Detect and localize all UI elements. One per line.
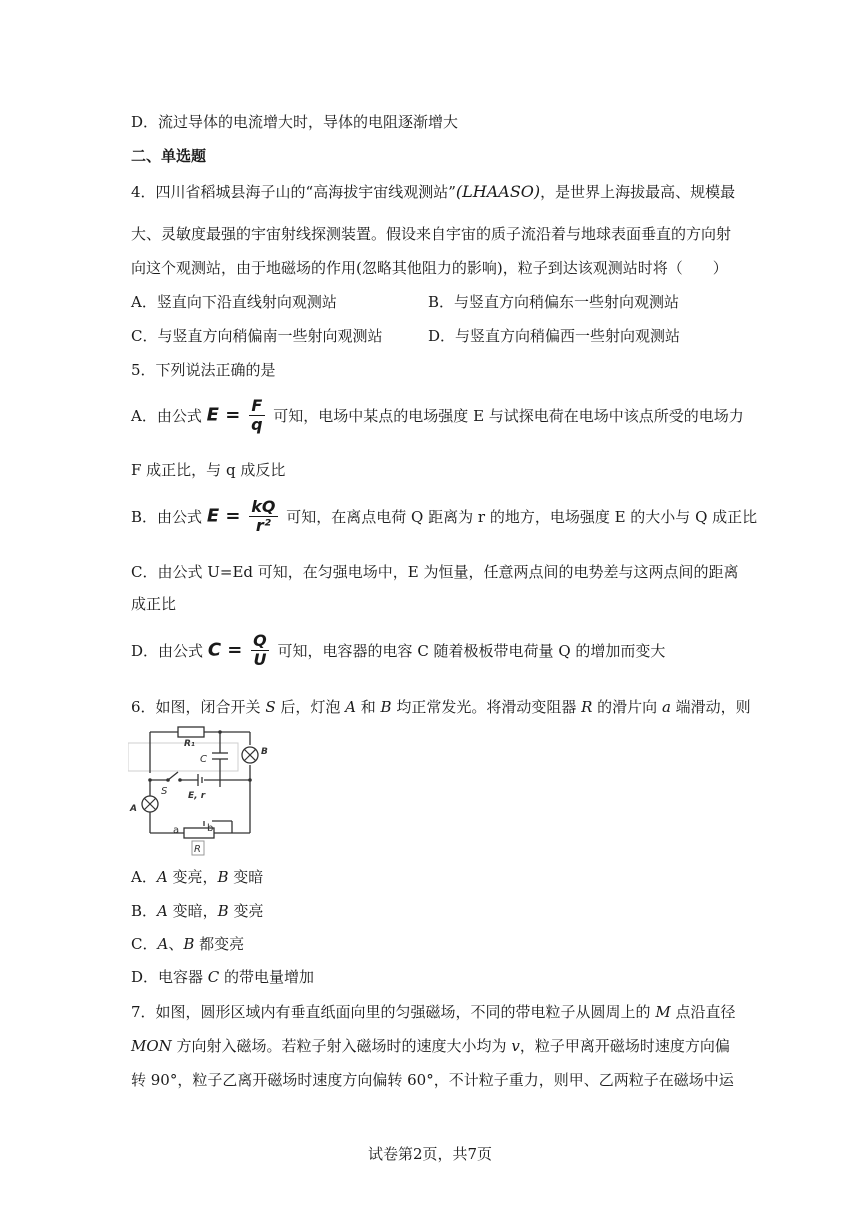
q6-stem-text-5: 的滑片向 xyxy=(592,698,662,716)
q6-stem-text-2: 后，灯泡 xyxy=(275,698,346,716)
q7-l2-v: v xyxy=(511,1037,520,1055)
circuit-label-r: R xyxy=(194,844,201,855)
q4-option-c: C．与竖直方向稍偏南一些射向观测站 xyxy=(131,327,383,345)
q6-stem-lamp-b: B xyxy=(380,698,392,716)
circuit-label-s: S xyxy=(161,786,168,797)
q4-line1-pre: 4．四川省稻城县海子山的“高海拔宇宙线观测站” xyxy=(131,183,456,201)
q5-option-b xyxy=(131,498,757,535)
q6-option-a xyxy=(131,867,263,887)
q5-a-den: q xyxy=(251,415,263,434)
q7-line1 xyxy=(131,1002,735,1022)
q5-b-num: kQ xyxy=(251,497,276,516)
q5-stem: 5．下列说法正确的是 xyxy=(131,361,276,379)
q5-b-post: 可知，在离点电荷 Q 距离为 r 的地方，电场强度 E 的大小与 Q 成正比 xyxy=(286,507,758,526)
q4-option-a: A．竖直向下沿直线射向观测站 xyxy=(131,293,337,311)
circuit-diagram xyxy=(128,725,268,860)
circuit-label-er: E, r xyxy=(188,791,206,801)
q6-option-c xyxy=(131,934,244,954)
q5-d-post: 可知，电容器的电容 C 随着极板带电荷量 Q 的增加而变大 xyxy=(277,641,666,660)
q7-l1-pre: 7．如图，圆形区域内有垂直纸面向里的匀强磁场，不同的带电粒子从圆周上的 xyxy=(131,1003,656,1021)
q5-a-num: F xyxy=(249,397,264,416)
q6-b-lamp-b: B xyxy=(217,902,229,920)
q4-line3: 向这个观测站，由于地磁场的作用(忽略其他阻力的影响)，粒子到达该观测站时将（ ） xyxy=(131,259,728,277)
q5-b-pre: B．由公式 xyxy=(131,507,203,526)
q6-b-prefix: B． xyxy=(131,902,158,920)
q4-line2: 大、灵敏度最强的宇宙射线探测装置。假设来自宇宙的质子流沿着与地球表面垂直的方向射 xyxy=(131,225,732,243)
q4-line1-post: ，是世界上海拔最高、规模最 xyxy=(540,183,736,201)
q6-option-b xyxy=(131,901,263,921)
q6-stem-text-1: 6．如图，闭合开关 xyxy=(131,698,266,716)
q5-b-lhs: E = xyxy=(206,505,241,527)
q5-d-fraction xyxy=(251,632,269,669)
q3-option-d: D．流过导体的电流增大时，导体的电阻逐渐增大 xyxy=(131,113,459,131)
q5-d-pre: D．由公式 xyxy=(131,641,204,660)
q5-a-fraction xyxy=(249,397,264,434)
q6-d-post: 的带电量增加 xyxy=(219,968,315,986)
q7-l2-mon: MON xyxy=(131,1037,172,1055)
q6-b-mid: 变暗， xyxy=(167,902,218,920)
circuit-label-end-b: b xyxy=(207,823,214,834)
q5-option-a xyxy=(131,397,744,434)
q6-a-lamp-b: B xyxy=(217,868,229,886)
q4-line1-math: (LHAASO) xyxy=(455,182,541,201)
q6-c-prefix: C． xyxy=(131,935,158,953)
q6-a-post: 变暗 xyxy=(228,868,264,886)
section-title: 二、单选题 xyxy=(131,147,207,165)
q7-l1-post: 点沿直径 xyxy=(670,1003,736,1021)
q5-a-lhs: E = xyxy=(206,404,241,426)
q5-a-pre: A．由公式 xyxy=(131,406,202,425)
q5-option-d xyxy=(131,632,665,669)
q6-c-mid: 、 xyxy=(168,935,184,953)
q6-stem-switch: S xyxy=(265,698,276,716)
q4-option-d: D．与竖直方向稍偏西一些射向观测站 xyxy=(428,327,681,345)
q6-c-lamp-a: A xyxy=(157,935,169,953)
q5-d-lhs: C = xyxy=(207,639,243,661)
circuit-label-a: A xyxy=(130,804,137,814)
q6-stem-text-3: 和 xyxy=(355,698,381,716)
circuit-label-b: B xyxy=(261,747,268,757)
q4-option-b: B．与竖直方向稍偏东一些射向观测站 xyxy=(428,293,680,311)
circuit-label-r1: R₁ xyxy=(184,739,195,749)
q6-c-lamp-b: B xyxy=(183,935,195,953)
q7-line3: 转 90°，粒子乙离开磁场时速度方向偏转 60°，不计粒子重力，则甲、乙两粒子在磁场中运 xyxy=(131,1071,734,1089)
q6-stem-end-a: a xyxy=(661,698,671,716)
q6-d-prefix: D．电容器 xyxy=(131,968,208,986)
q7-l1-m: M xyxy=(655,1003,671,1021)
q6-b-post: 变亮 xyxy=(228,902,264,920)
q5-a-line2: F 成正比，与 q 成反比 xyxy=(131,461,286,479)
q6-stem xyxy=(131,697,751,717)
q6-c-post: 都变亮 xyxy=(194,935,245,953)
q4-line1 xyxy=(131,182,735,202)
q6-stem-text-6: 端滑动，则 xyxy=(670,698,751,716)
q6-a-prefix: A． xyxy=(131,868,157,886)
q6-option-d xyxy=(131,967,314,987)
q6-stem-rheostat: R xyxy=(581,698,593,716)
q6-b-lamp-a: A xyxy=(157,902,168,920)
q5-d-num: Q xyxy=(253,631,267,650)
circuit-label-end-a: a xyxy=(173,825,180,836)
q5-a-post: 可知，电场中某点的电场强度 E 与试探电荷在电场中该点所受的电场力 xyxy=(273,406,744,425)
q6-stem-lamp-a: A xyxy=(345,698,356,716)
q6-a-lamp-a: A xyxy=(156,868,168,886)
q5-b-den: r² xyxy=(255,516,271,535)
circuit-label-c: C xyxy=(200,754,207,765)
q6-d-capacitor: C xyxy=(207,968,220,986)
q5-c-line1: C．由公式 U=Ed 可知，在匀强电场中，E 为恒量，任意两点间的电势差与这两点间的距离 xyxy=(131,563,739,581)
q5-d-den: U xyxy=(253,650,267,669)
q6-a-mid: 变亮， xyxy=(167,868,218,886)
q6-stem-text-4: 均正常发光。将滑动变阻器 xyxy=(391,698,582,716)
q7-l2-post: ，粒子甲离开磁场时速度方向偏 xyxy=(519,1037,730,1055)
page-footer: 试卷第2页，共7页 xyxy=(367,1145,493,1163)
q5-c-line2: 成正比 xyxy=(131,595,177,613)
q7-l2-mid: 方向射入磁场。若粒子射入磁场时的速度大小均为 xyxy=(171,1037,512,1055)
q7-line2 xyxy=(131,1036,730,1056)
q5-b-fraction xyxy=(249,498,277,535)
